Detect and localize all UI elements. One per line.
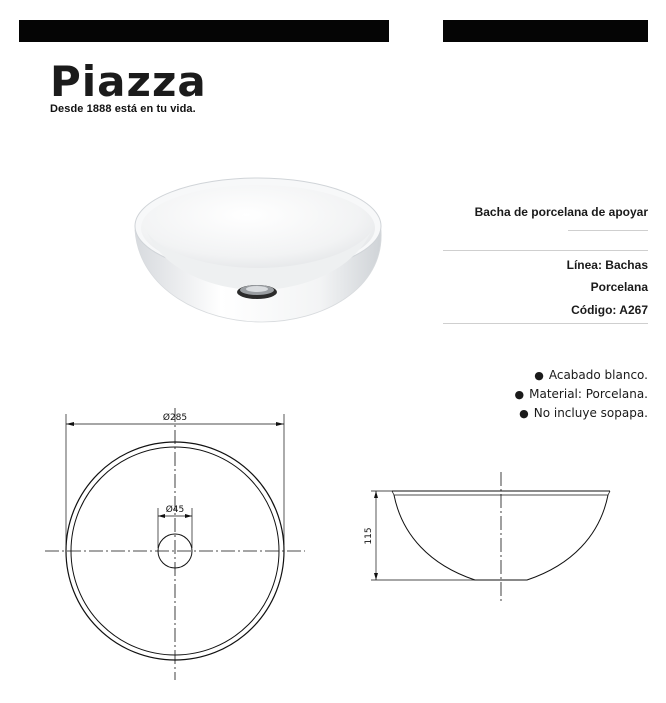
bullet-dot-icon: ● [534, 369, 544, 382]
brand-name: Piazza [50, 57, 207, 106]
bullet-dot-icon: ● [514, 388, 525, 401]
side-view [371, 472, 610, 602]
product-code: Código: A267 [571, 303, 648, 317]
feature-item: ● Material: Porcelana. [514, 387, 648, 401]
feature-item: ● No incluye sopapa. [519, 406, 648, 420]
product-line: Línea: Bachas [566, 258, 648, 272]
product-title: Bacha de porcelana de apoyar [474, 205, 648, 219]
feature-item: ● Acabado blanco. [534, 368, 648, 382]
brand-tagline: Desde 1888 está en tu vida. [50, 103, 196, 115]
bullet-dot-icon: ● [519, 407, 529, 420]
product-material: Porcelana [590, 280, 648, 294]
drain-diameter-label: Ø45 [165, 505, 185, 515]
top-view [45, 408, 305, 680]
height-label: 115 [364, 527, 374, 545]
outer-diameter-label: Ø285 [162, 413, 188, 423]
